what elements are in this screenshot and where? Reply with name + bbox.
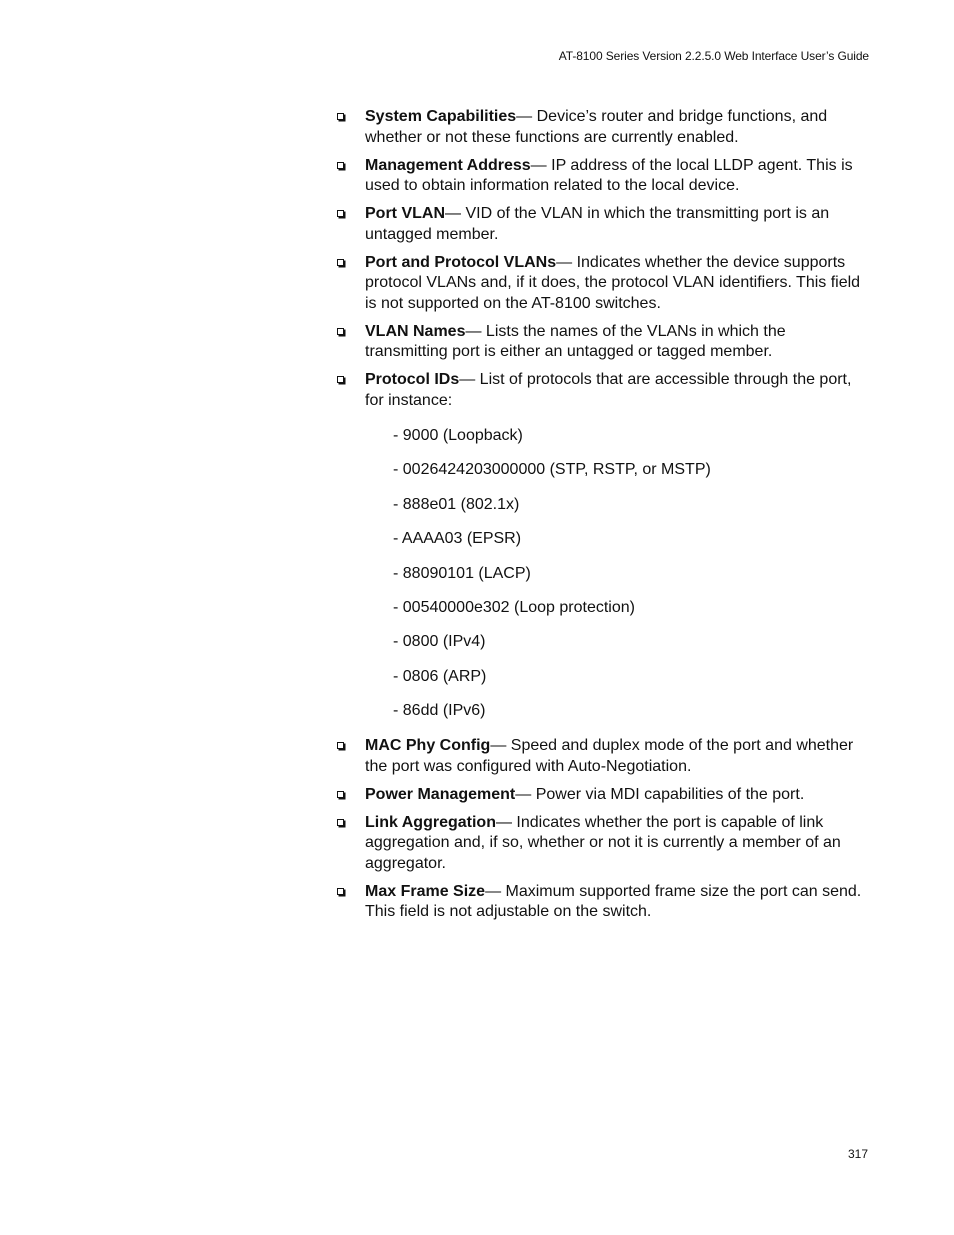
checkbox-bullet-icon [337, 791, 344, 798]
list-item [334, 813, 870, 875]
protocol-id-item: - 00540000e302 (Loop protection) [393, 598, 635, 616]
checkbox-bullet-icon [337, 113, 344, 120]
checkbox-bullet-icon [337, 888, 344, 895]
field-term: Power Management [365, 785, 516, 803]
protocol-id-item: - 0800 (IPv4) [393, 633, 486, 651]
field-description: — Maximum supported frame size the port can send. This field is not adjustable on the switch. [365, 882, 862, 921]
list-item [334, 370, 870, 411]
field-term: Max Frame Size [365, 882, 486, 900]
checkbox-bullet-icon [337, 742, 344, 749]
protocol-id-item: - 86dd (IPv6) [393, 702, 486, 720]
field-description: — Device’s router and bridge functions, and whether or not these functions are currently enabled. [365, 108, 828, 146]
field-term: Port and Protocol VLANs [365, 253, 557, 271]
checkbox-bullet-icon [337, 259, 344, 266]
checkbox-bullet-icon [337, 162, 344, 169]
field-description: — Indicates whether the device supports protocol VLANs and, if it does, the protocol VLAN identifiers. This field is not supported on the AT-8100 switches. [365, 253, 861, 312]
checkbox-bullet-icon [337, 376, 344, 383]
field-term: MAC Phy Config [365, 737, 491, 755]
field-description: — Indicates whether the port is capable of link aggregation and, if so, whether or not it is currently a member of an aggregator. [365, 813, 841, 872]
page-content [334, 107, 870, 930]
field-term: System Capabilities [365, 108, 517, 125]
field-term: VLAN Names [365, 322, 466, 340]
protocol-id-item: - AAAA03 (EPSR) [393, 530, 522, 548]
protocol-id-item: - 9000 (Loopback) [393, 427, 523, 444]
list-item [334, 882, 870, 923]
list-item [334, 785, 870, 806]
field-term: Management Address [365, 156, 531, 174]
field-list-after [334, 736, 870, 923]
field-description: — IP address of the local LLDP agent. This is used to obtain information related to the local device. [365, 156, 853, 194]
list-item [334, 253, 870, 315]
checkbox-bullet-icon [337, 819, 344, 826]
list-item [334, 156, 870, 197]
field-term: Port VLAN [365, 205, 445, 222]
running-header: AT-8100 Series Version 2.2.5.0 Web Interface User’s Guide [558, 49, 869, 63]
protocol-id-list [334, 426, 870, 721]
list-item [334, 107, 870, 148]
list-item [334, 736, 870, 777]
checkbox-bullet-icon [337, 328, 344, 335]
field-description: — VID of the VLAN in which the transmitting port is an untagged member. [365, 205, 830, 243]
field-list-before [334, 107, 870, 411]
protocol-id-item: - 0806 (ARP) [393, 667, 487, 685]
protocol-id-item: - 88090101 (LACP) [393, 564, 531, 582]
checkbox-bullet-icon [337, 210, 344, 217]
field-description: — List of protocols that are accessible through the port, for instance: [365, 371, 852, 409]
list-item [334, 204, 870, 245]
field-description: — Speed and duplex mode of the port and whether the port was configured with Auto-Negotiation. [365, 737, 854, 775]
field-description: — Lists the names of the VLANs in which the transmitting port is either an untagged or tagged member. [365, 322, 786, 360]
protocol-id-item: - 0026424203000000 (STP, RSTP, or MSTP) [393, 461, 711, 479]
list-item [334, 322, 870, 363]
field-description: — Power via MDI capabilities of the port. [515, 785, 805, 803]
field-term: Link Aggregation [365, 813, 496, 831]
page-number: 317 [847, 1147, 868, 1161]
field-term: Protocol IDs [365, 371, 460, 388]
protocol-id-item: - 888e01 (802.1x) [393, 495, 520, 513]
